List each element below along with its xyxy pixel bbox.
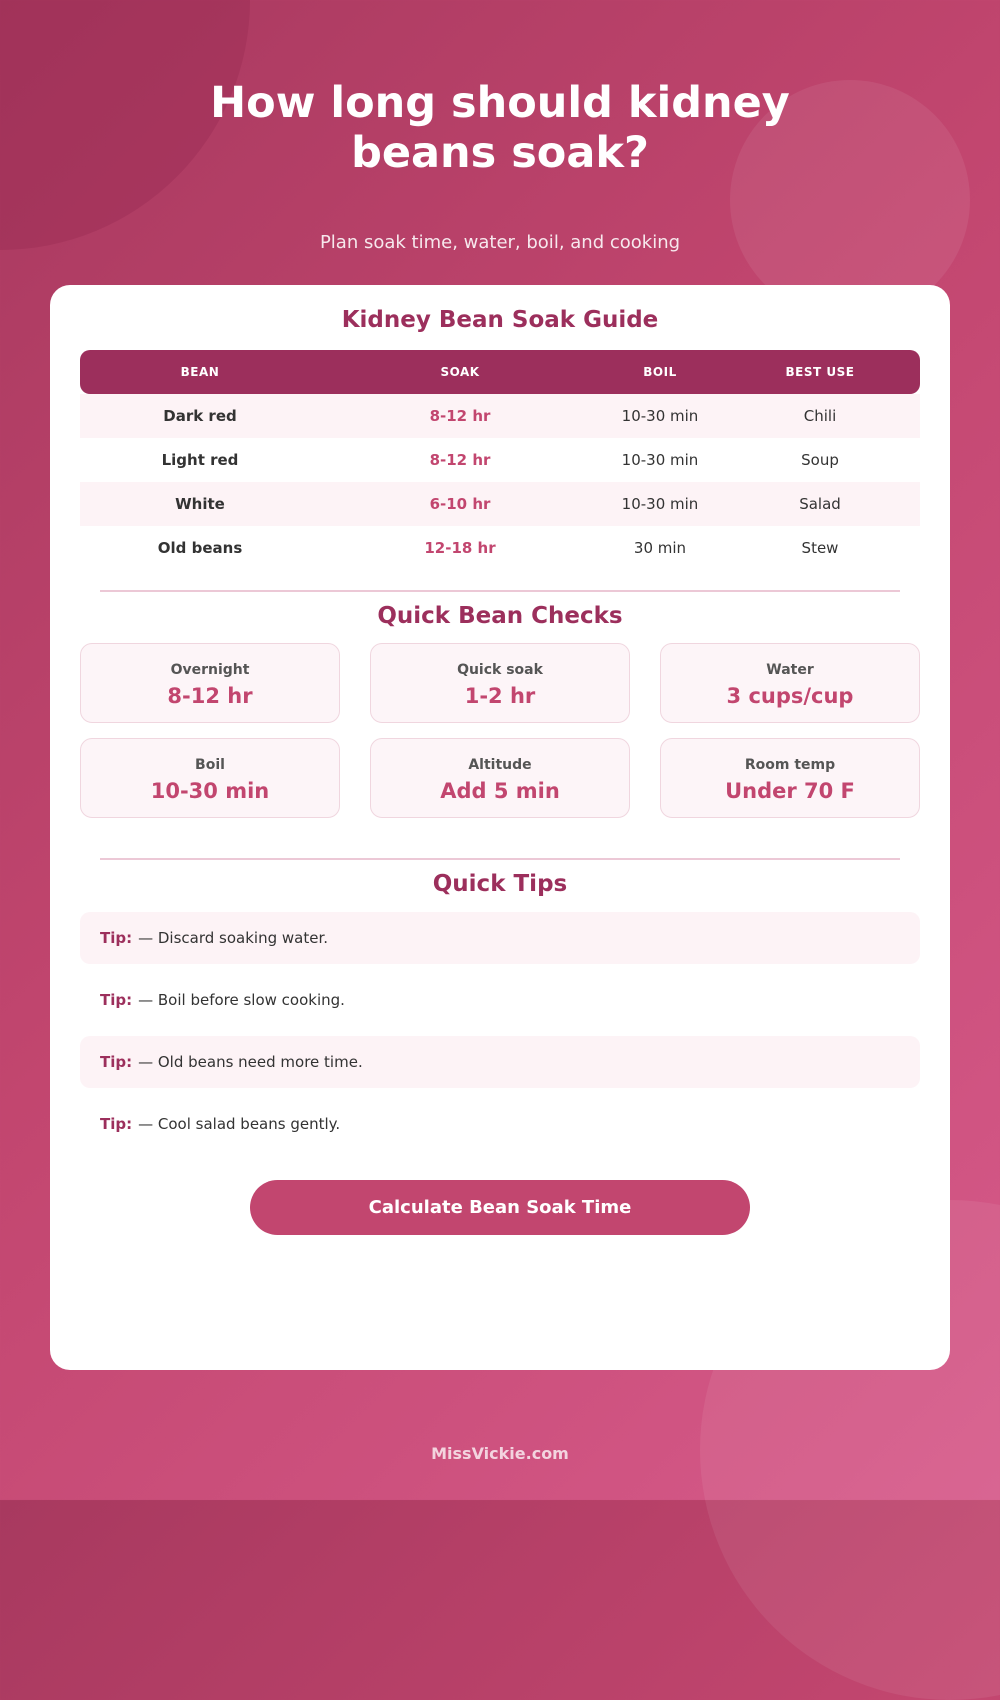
check-label: Altitude xyxy=(468,757,532,773)
cell-best-use: Chili xyxy=(803,407,837,425)
check-value: 3 cups/cup xyxy=(726,684,854,708)
tip-label: Tip: xyxy=(100,991,133,1009)
check-card-room-temp xyxy=(660,738,920,818)
check-card-boil xyxy=(80,738,340,818)
header-boil: BOIL xyxy=(643,365,677,379)
check-label: Boil xyxy=(195,757,225,773)
table-row xyxy=(80,438,920,482)
list-item xyxy=(80,912,920,964)
check-card-overnight xyxy=(80,643,340,723)
tip-label: Tip: xyxy=(100,1053,133,1071)
cell-soak: 8-12 hr xyxy=(429,451,491,469)
cell-boil: 10-30 min xyxy=(621,407,699,425)
page-title xyxy=(0,78,1000,178)
check-value: Under 70 F xyxy=(725,779,855,803)
cell-best-use: Stew xyxy=(801,539,839,557)
check-value: Add 5 min xyxy=(440,779,560,803)
header-soak: SOAK xyxy=(440,365,480,379)
tip-text: — Old beans need more time. xyxy=(138,1053,363,1071)
cell-best-use: Soup xyxy=(801,451,839,469)
section-divider xyxy=(100,590,900,592)
check-label: Room temp xyxy=(744,757,836,773)
quick-tips-title: Quick Tips xyxy=(432,871,568,897)
footer-brand: MissVickie.com xyxy=(431,1444,569,1463)
cell-bean: Dark red xyxy=(163,407,237,425)
cell-bean: Light red xyxy=(161,451,239,469)
list-item xyxy=(80,1036,920,1088)
tip-label: Tip: xyxy=(100,1115,133,1133)
header-best-use: BEST USE xyxy=(785,365,855,379)
cell-bean: White xyxy=(175,495,225,513)
header-bean: BEAN xyxy=(180,365,220,379)
cell-boil: 30 min xyxy=(633,539,687,557)
soak-guide-table xyxy=(80,350,920,570)
cell-boil: 10-30 min xyxy=(621,495,699,513)
cell-bean: Old beans xyxy=(157,539,243,557)
table-row xyxy=(80,482,920,526)
soak-guide-title: Kidney Bean Soak Guide xyxy=(341,307,659,333)
content-card xyxy=(50,285,950,1370)
cell-soak: 12-18 hr xyxy=(424,539,496,557)
cell-soak: 8-12 hr xyxy=(429,407,491,425)
tip-text: — Boil before slow cooking. xyxy=(138,991,345,1009)
list-item xyxy=(80,1098,920,1150)
table-row xyxy=(80,394,920,438)
tip-label: Tip: xyxy=(100,929,133,947)
list-item xyxy=(80,974,920,1026)
section-divider xyxy=(100,858,900,860)
check-label: Quick soak xyxy=(457,662,543,678)
cell-boil: 10-30 min xyxy=(621,451,699,469)
check-card-quick-soak xyxy=(370,643,630,723)
check-value: 10-30 min xyxy=(150,779,270,803)
page-title-line-1: How long should kidney xyxy=(210,78,790,128)
cell-best-use: Salad xyxy=(799,495,841,513)
tip-text: — Discard soaking water. xyxy=(138,929,329,947)
check-card-water xyxy=(660,643,920,723)
check-value: 8-12 hr xyxy=(167,684,253,708)
check-label: Water xyxy=(766,662,814,678)
page-title-line-2: beans soak? xyxy=(351,128,649,178)
tip-text: — Cool salad beans gently. xyxy=(138,1115,341,1133)
quick-checks-title: Quick Bean Checks xyxy=(377,603,623,629)
check-card-altitude xyxy=(370,738,630,818)
cell-soak: 6-10 hr xyxy=(429,495,491,513)
page-subtitle: Plan soak time, water, boil, and cooking xyxy=(319,232,681,253)
table-header xyxy=(80,350,920,394)
table-row xyxy=(80,526,920,570)
calculate-soak-time-button[interactable]: Calculate Bean Soak Time xyxy=(250,1180,750,1235)
check-value: 1-2 hr xyxy=(464,684,536,708)
check-label: Overnight xyxy=(170,662,250,678)
